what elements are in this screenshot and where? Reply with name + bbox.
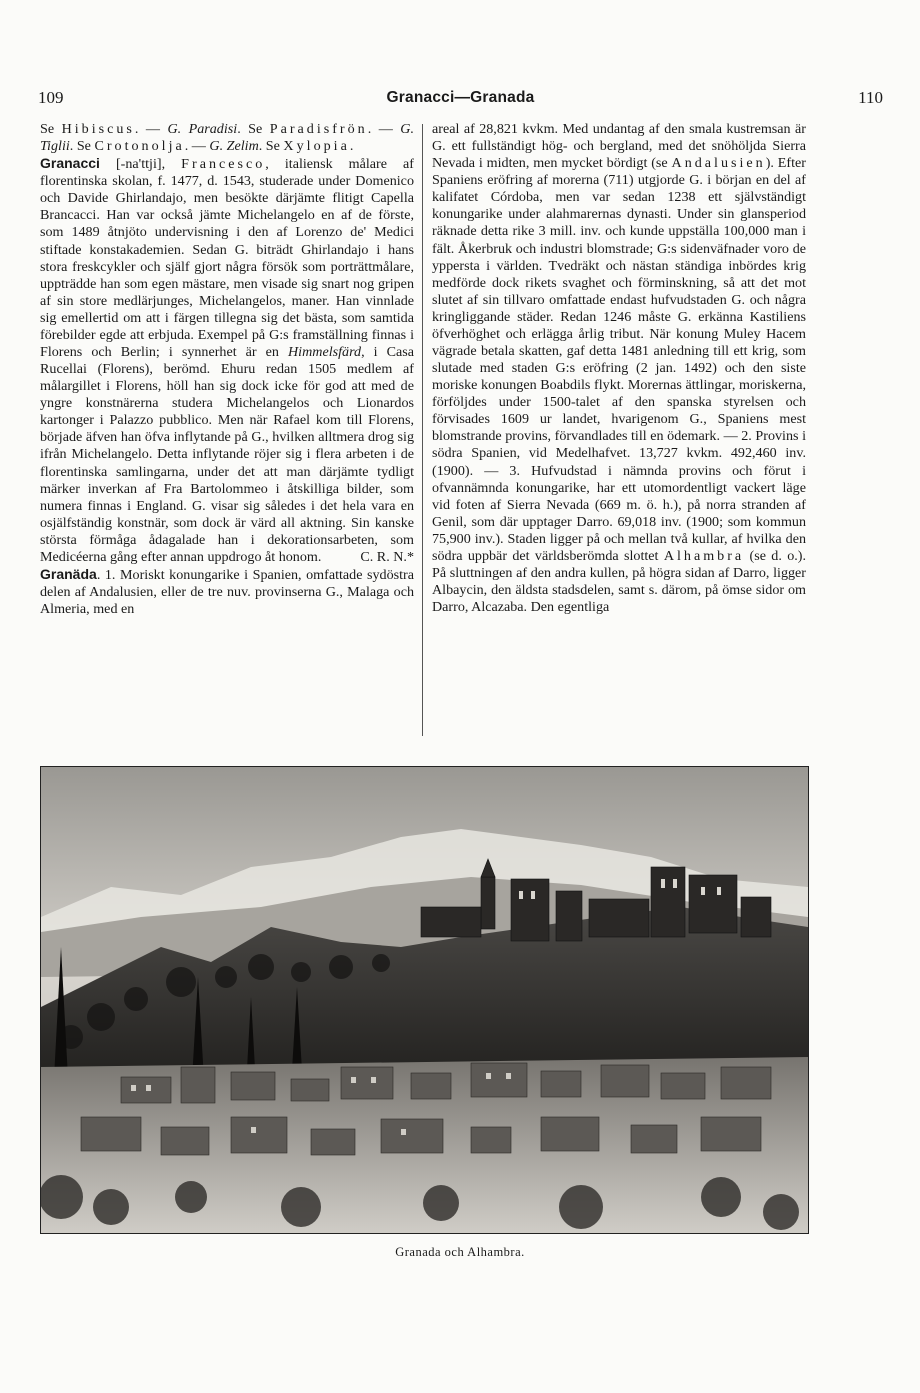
headword-granada: Granäda — [40, 566, 97, 583]
left-column — [40, 121, 414, 737]
running-title: Granacci—Granada — [386, 89, 535, 106]
figure-caption: Granada och Alhambra. — [395, 1245, 525, 1259]
see-references: Se Hibiscus. — G. Paradisi. Se Paradisfrön. — G. Tiglii. Se Crotonolja. — G. Zelim. Se Xylopia. — [40, 121, 414, 155]
page-number-left: 109 — [38, 88, 64, 107]
author-signature: C. R. N.* — [360, 548, 414, 565]
entry-granada: Granäda. 1. Moriskt konungarike i Spanien, omfattade sydöstra delen af Andalusien, eller de tre nuv. provinserna G., Malaga och Almeria, med en — [40, 566, 414, 618]
headword-granacci: Granacci — [40, 155, 100, 172]
running-header — [38, 88, 883, 112]
right-column — [432, 121, 806, 737]
entry-granada-continued: areal af 28,821 kvkm. Med undantag af den smala kustremsan är G. ett fullständigt hög- och bergland, med det snöhöljda Sierra Nevada i midten, men mycket bördigt (se Andalusien). Efter Spaniens eröfring af morerna (711) utgjorde G. i början en del af kalifatet Córdoba, men var sedan 1238 ett självständigt konungarike under alahmarernas dynasti. Under sin glansperiod räknade detta rike 3 mill. inv. och kunde uppställa 100,000 man i fält. Åkerbruk och industri blomstrade; G:s sidenväfnader voro de yppersta i världen. Tvedräkt och nästan ständiga inbördes krig medförde dock rikets svaghet och förminskning, så att det mot slutet af sin tillvaro omfattade endast hufvudstaden G. och några kringliggande städer. Redan 1246 måste G. erkänna Kastiliens öfverhöghet och erlägga årlig tribut. När konung Muley Hacem vägrade betala skatten, gaf detta 1481 anledning till ett krig, som slutade med staden G:s eröfring (2 jan. 1492) och den siste moriske konungen Boabdils flykt. Morernas ättlingar, moriskerna, förföljdes under 1500-talet af den spanska styrelsen och förvisades 1609 ur landet, hvarigenom G., Spaniens mest blomstrande provins, förvandlades till en ödemark. — 2. Provins i södra Spanien, vid Medelhafvet. 13,727 kvkm. 492,460 inv. (1900). — 3. Hufvudstad i nämnda provins och förut i ofvannämnda konungarike, har ett utomordentligt vackert läge vid foten af Sierra Nevada (669 m. ö. h.), på norra stranden af Genil, som där upptager Darro. 69,018 inv. (1900; som kommun 75,900 inv.). Staden ligger på och mellan två kullar, af hvilka den södra uppbär det världsberömda slottet Alhambra (se d. o.). På sluttningen af den andra kullen, på högra sidan af Darro, ligger Albaycin, den äldsta stadsdelen, samt s. därom, på ömse sidor om Darro, Alcazaba. Den egentliga — [432, 121, 806, 616]
entry-granacci: Granacci [-na'ttji], Francesco, italiensk målare af florentinska skolan, f. 1477, d. 1543, studerade under Domenico och Davide Ghirlandajo, men besökte därjämte flitigt Capella Brancacci. Han var också jämte Michelangelo en af de förste, som 1489 åtnjöto undervisning i den af Lorenzo de' Medici stiftade konstakademien. Sedan G. biträdt Ghirlandajo i hans stora freskcykler och själf gjort några försök som porträttmålare, uppträdde han som egen mästare, men visade sig snart nog gripen af sin store medlärjunges, Michelangelos, maner. Han vinnlade sig emellertid om att i färgen tillegna sig det bästa, som samtida förebilder egde att erbjuda. Exempel på G:s framställning finnas i Florens och Berlin; i synnerhet är en Himmelsfärd, i Casa Rucellai (Florens), berömd. Ehuru redan 1505 medlem af målargillet i Florens, höll han sig dock icke för god att med de yngre konstnärerna studera Michelangelos och Lionardos kartonger i Palazzo pubblico. Men när Rafael kom till Florens, började äfven han öfva inflytande på G., hvilken alltmera drog sig ifrån Michelangelo. Detta inflytande röjer sig i flera arbeten i de florentinska samlingarna, under det att man därjämte tydligt märker inverkan af Fra Bartolommeo i åtskilliga bilder, som numera finnas i England. G. visar sig således i det hela vara en osjälfständig konstnär, som dock är värd all aktning. Sin kanske största förmåga ådagalade han i dekorationsarbeten, som Medicéerna gång efter annan uppdrogo åt honom. C. R. N.* — [40, 155, 414, 565]
column-divider — [422, 124, 423, 736]
granada-alhambra-illustration — [40, 766, 809, 1234]
page-number-right: 110 — [858, 88, 883, 107]
engraving-image — [41, 767, 808, 1233]
